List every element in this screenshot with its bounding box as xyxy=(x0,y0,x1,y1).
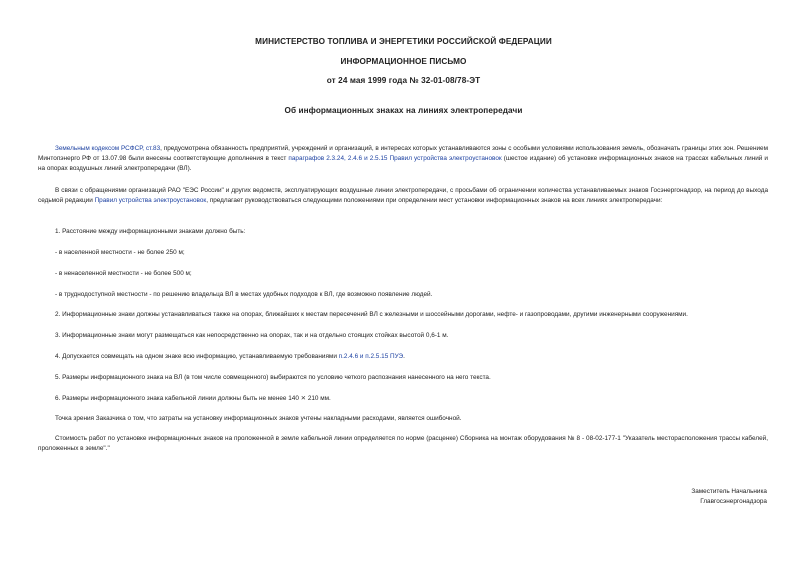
document-subject: Об информационных знаках на линиях электропередачи xyxy=(284,106,523,115)
list-item-1a: - в населенной местности - не более 250 м; xyxy=(55,249,185,256)
list-item-5: 5. Размеры информационного знака на ВЛ (в том числе совмещенного) выбираются по условию четкого распознания нанесенного на него текста. xyxy=(55,374,491,381)
paragraph-appeals xyxy=(38,186,768,206)
list-item-4-text: 4. Допускается совмещать на одном знаке всю информацию, устанавливаемую требованиями xyxy=(55,353,339,360)
document-date-number: от 24 мая 1999 года № 32-01-08/78-ЭТ xyxy=(326,76,481,85)
link-pue-paragraphs[interactable]: параграфов 2.3.24, 2.4.6 и 2.5.15 Правил устройства электроустановок xyxy=(288,155,502,162)
list-item-4-end: . xyxy=(403,353,405,360)
paragraph-cost: Стоимость работ по установке информационных знаков на проложенной в земле кабельной линии определяется по норме (расценке) Сборника на монтаж оборудования № 8 - 08-02-177-1 "Указатель месторасположения трассы кабелей, проложенных в земле"." xyxy=(38,435,768,452)
document-type: ИНФОРМАЦИОННОЕ ПИСЬМО xyxy=(340,57,467,66)
link-pue-rules[interactable]: Правил устройства электроустановок xyxy=(94,197,207,204)
list-item-2: 2. Информационные знаки должны устанавливаться также на опорах, ближайших к местам пересечений ВЛ с железными и шоссейными дорогами, нефте- и газопроводами, другими инженерными сооружениями. xyxy=(55,311,688,318)
list-item-1: 1. Расстояние между информационными знаками должно быть: xyxy=(55,228,246,235)
link-land-code[interactable]: Земельным кодексом РСФСР, ст.83 xyxy=(55,145,161,152)
signature-organization: Главгосэнергонадзора xyxy=(700,498,767,505)
list-item-1c: - в труднодоступной местности - по решению владельца ВЛ в местах удобных подходов к ВЛ, где возможно появление людей. xyxy=(55,291,433,298)
signature-title: Заместитель Начальника xyxy=(691,488,767,495)
ministry-heading: МИНИСТЕРСТВО ТОПЛИВА И ЭНЕРГЕТИКИ РОССИЙСКОЙ ФЕДЕРАЦИИ xyxy=(255,37,552,46)
list-item-1b: - в ненаселенной местности - не более 500 м; xyxy=(55,270,192,277)
list-item-6: 6. Размеры информационного знака кабельной линии должны быть не менее 140 ⨯ 210 мм. xyxy=(55,395,331,402)
link-pue-items[interactable]: п.2.4.6 и п.2.5.15 ПУЭ xyxy=(338,353,404,360)
list-item-4 xyxy=(55,352,405,362)
paragraph-appeals-text-2: , предлагает руководствоваться следующими положениями при определении мест установки информационных знаков на всех линиях электропередачи: xyxy=(206,197,663,204)
paragraph-appeals-text-1: В связи с обращениями организаций РАО "ЕЭС России" и других ведомств, эксплуатирующих воздушные линии электропередачи, с просьбами об ограничении количества устанавливаемых знаков Госэнергонадзор, на период до выхода седьмой редакции xyxy=(38,187,768,204)
paragraph-intro xyxy=(38,144,768,174)
paragraph-intro-text-2: (шестое издание) об установке информационных знаков на трассах кабельных линий и на опорах воздушных линий электропередачи (ВЛ). xyxy=(38,155,768,172)
paragraph-intro-text-1: , предусмотрена обязанность предприятий, учреждений и организаций, в интересах которых устанавливаются зоны с особыми условиями использования земель, обозначать границы этих зон. Решением Минтопэнерго РФ от 13.07.98 были внесены соответствующие дополнения в текст xyxy=(38,145,768,162)
paragraph-customer-opinion: Точка зрения Заказчика о том, что затраты на установку информационных знаков учтены накладными расходами, является ошибочной. xyxy=(55,415,462,422)
list-item-3: 3. Информационные знаки могут размещаться как непосредственно на опорах, так и на отдельно стоящих стойках высотой 0,6-1 м. xyxy=(55,332,449,339)
